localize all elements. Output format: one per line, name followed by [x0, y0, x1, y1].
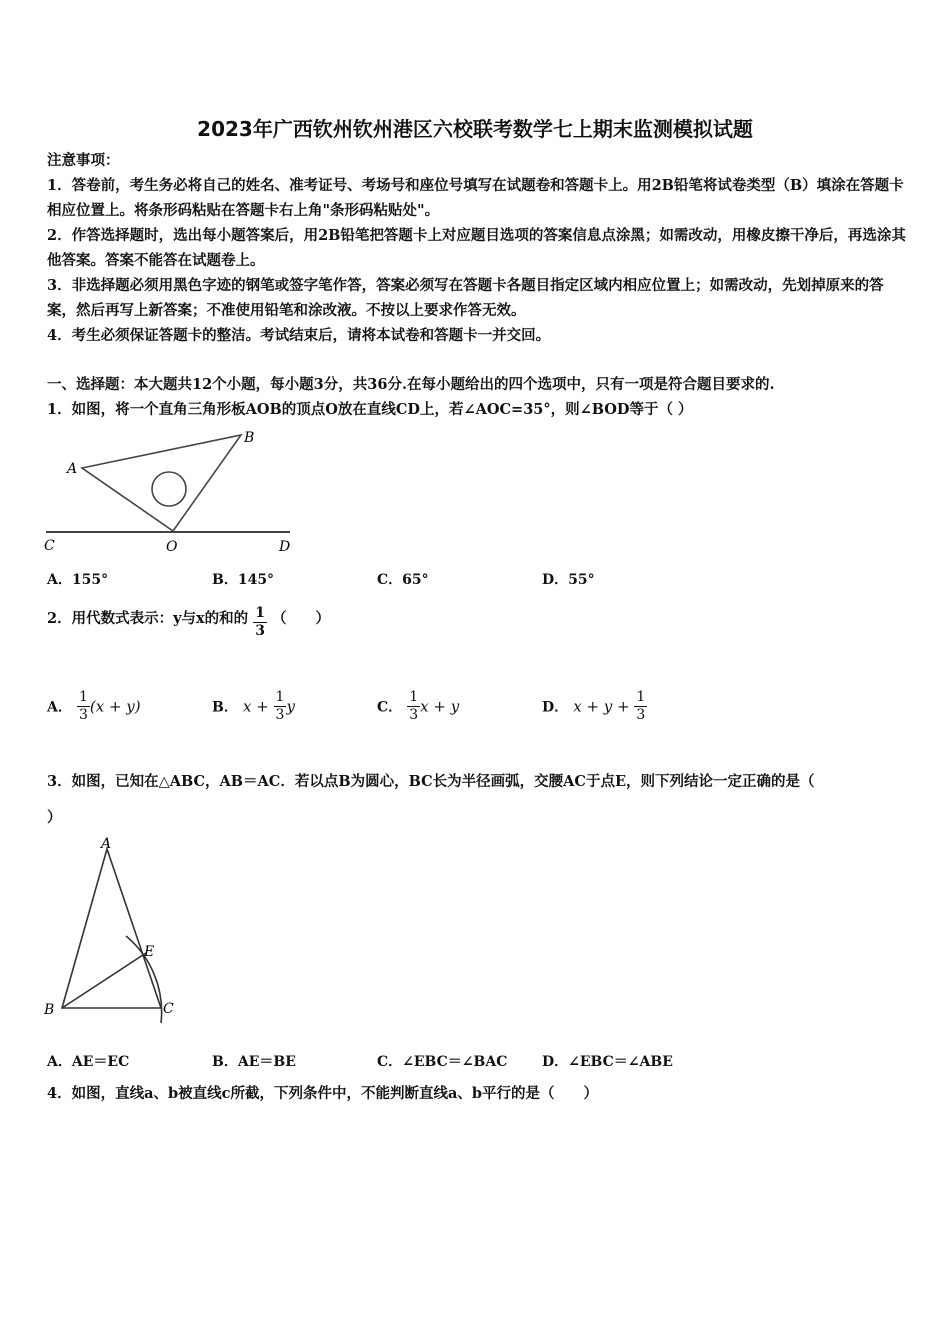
q2-option-b-letter: B．	[212, 699, 238, 716]
label-b: B	[44, 1002, 55, 1018]
triangle-hole-circle	[152, 472, 186, 506]
label-o: O	[166, 539, 178, 555]
notice-item-4: 4．考生必须保证答题卡的整洁。考试结束后，请将本试卷和答题卡一并交回。	[47, 327, 551, 344]
q2-option-a-expr: (x + y)	[89, 697, 141, 716]
section-heading: 一、选择题：本大题共12个小题，每小题3分，共36分.在每小题给出的四个选项中，只有一项是符合题目要求的.	[47, 376, 775, 393]
q2-option-d-den: 3	[636, 707, 646, 723]
label-a: A	[67, 461, 78, 477]
q2-option-a-letter: A．	[47, 699, 72, 716]
q2-option-d-num: 1	[636, 689, 646, 705]
q2-option-a-num: 1	[78, 689, 88, 705]
q2-option-b-fraction	[274, 689, 287, 724]
q2-stem-fraction	[253, 605, 267, 640]
q2-option-c-num: 1	[409, 689, 419, 705]
triangle-abc	[62, 849, 161, 1008]
notice-item-1: 1．答卷前，考生务必将自己的姓名、准考证号、考场号和座位号填写在试题卷和答题卡上。用2B铅笔将试卷类型（B）填涂在答题卡相应位置上。将条形码粘贴在答题卡右上角"条形码粘贴处"。	[47, 177, 904, 219]
q2-option-c-den: 3	[409, 707, 419, 723]
q2-option-d-before: x + y +	[573, 697, 635, 716]
q2-option-a-fraction	[77, 689, 90, 724]
q3-stem-line2: ）	[47, 809, 62, 826]
q1-option-a: A．155°	[47, 572, 109, 588]
q2-option-c-letter: C．	[377, 699, 403, 716]
notice-item-2: 2．作答选择题时，选出每小题答案后，用2B铅笔把答题卡上对应题目选项的答案信息点涂黑；如需改动，用橡皮擦干净后，再选涂其他答案。答案不能答在试题卷上。	[47, 227, 906, 269]
q2-stem-end: （ ）	[272, 610, 331, 627]
label-a: A	[101, 836, 112, 852]
q2-option-a	[47, 689, 141, 724]
q2-option-b-after: y	[286, 697, 295, 716]
q3-figure	[40, 835, 190, 1025]
q3-stem-line1: 3．如图，已知在△ABC，AB＝AC．若以点B为圆心，BC长为半径画弧，交腰AC于点E，则下列结论一定正确的是（	[47, 773, 815, 790]
page-title: 2023年广西钦州钦州港区六校联考数学七上期末监测模拟试题	[197, 117, 753, 141]
q1-option-b: B．145°	[212, 572, 275, 588]
label-c: C	[44, 538, 55, 554]
q2-option-b	[212, 689, 295, 724]
q2-stem	[47, 605, 330, 640]
label-b: B	[244, 430, 255, 446]
q1-option-d: D．55°	[542, 572, 595, 588]
q1-figure	[42, 425, 302, 557]
q2-option-c-expr: x + y	[420, 697, 460, 716]
notice-heading: 注意事项：	[47, 152, 120, 169]
q2-option-b-den: 3	[275, 707, 285, 723]
q3-option-c: C．∠EBC＝∠BAC	[377, 1054, 508, 1070]
q2-stem-frac-num: 1	[255, 605, 265, 621]
q3-option-d: D．∠EBC＝∠ABE	[542, 1054, 673, 1070]
q3-option-b: B．AE＝BE	[212, 1054, 296, 1070]
q2-option-c	[377, 689, 459, 724]
q2-option-d-letter: D．	[542, 699, 569, 716]
q2-stem-text: 2．用代数式表示：y与x的和的	[47, 610, 249, 627]
q3-option-a: A．AE＝EC	[47, 1054, 130, 1070]
label-c: C	[163, 1001, 174, 1017]
notice-item-3: 3．非选择题必须用黑色字迹的钢笔或签字笔作答，答案必须写在答题卡各题目指定区域内相应位置上；如需改动，先划掉原来的答案，然后再写上新答案；不准使用铅笔和涂改液。不按以上要求作答无效。	[47, 277, 884, 319]
q2-option-c-fraction	[407, 689, 420, 724]
label-d: D	[279, 539, 291, 555]
label-e: E	[144, 944, 155, 960]
q2-option-d-fraction	[634, 689, 647, 724]
q2-option-b-before: x +	[242, 697, 274, 716]
q2-option-a-den: 3	[78, 707, 88, 723]
q1-option-c: C．65°	[377, 572, 429, 588]
q2-stem-frac-den: 3	[255, 623, 265, 639]
q2-option-b-num: 1	[275, 689, 285, 705]
q2-option-d	[542, 689, 647, 724]
q4-stem: 4．如图，直线a、b被直线c所截，下列条件中，不能判断直线a、b平行的是（ ）	[47, 1085, 598, 1102]
triangle-aob	[82, 435, 241, 531]
q1-stem: 1．如图，将一个直角三角形板AOB的顶点O放在直线CD上，若∠AOC=35°，则∠BOD等于（ ）	[47, 401, 693, 418]
